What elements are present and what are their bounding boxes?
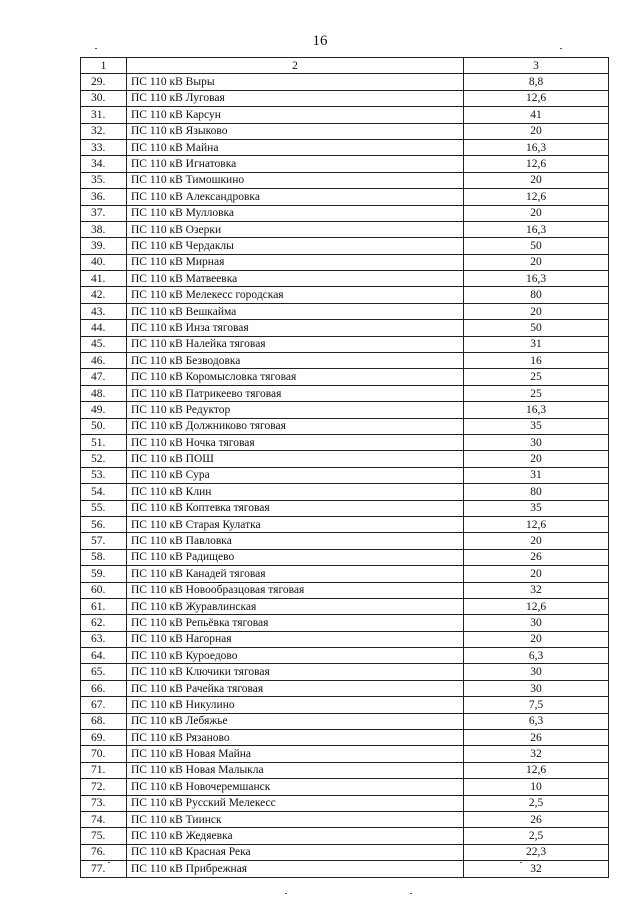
table-body [81,74,609,877]
substation-name: ПС 110 кВ Новочеремшанск [127,779,464,795]
substation-name: ПС 110 кВ Прибрежная [127,861,464,877]
table-row [81,697,609,713]
capacity-value: 20 [464,451,609,467]
capacity-value: 35 [464,418,609,434]
capacity-value: 26 [464,730,609,746]
row-number: 47. [81,369,127,385]
row-number: 71. [81,762,127,778]
capacity-value: 26 [464,549,609,565]
substation-name: ПС 110 кВ Рязаново [127,730,464,746]
capacity-value: 26 [464,811,609,827]
capacity-value: 2,5 [464,828,609,844]
table-row [81,385,609,401]
row-number: 74. [81,811,127,827]
substation-name: ПС 110 кВ Редуктор [127,402,464,418]
capacity-value: 50 [464,238,609,254]
table-row [81,746,609,762]
table-row [81,221,609,237]
row-number: 44. [81,320,127,336]
substation-name: ПС 110 кВ Клин [127,484,464,500]
capacity-value: 16,3 [464,402,609,418]
substation-name: ПС 110 кВ Рачейка тяговая [127,680,464,696]
header-col-3: 3 [464,58,609,74]
capacity-value: 30 [464,680,609,696]
capacity-value: 7,5 [464,697,609,713]
substation-name: ПС 110 кВ Чердаклы [127,238,464,254]
substation-name: ПС 110 кВ Игнатовка [127,156,464,172]
row-number: 54. [81,484,127,500]
capacity-value: 20 [464,533,609,549]
substation-name: ПС 110 кВ Мулловка [127,205,464,221]
substation-name: ПС 110 кВ ПОШ [127,451,464,467]
capacity-value: 50 [464,320,609,336]
row-number: 68. [81,713,127,729]
substation-name: ПС 110 кВ Новообразцовая тяговая [127,582,464,598]
table-row [81,156,609,172]
table-row [81,811,609,827]
row-number: 37. [81,205,127,221]
header-col-2: 2 [127,58,464,74]
table-row [81,484,609,500]
substation-table [80,57,609,878]
substation-name: ПС 110 кВ Новая Малыкла [127,762,464,778]
table-row [81,582,609,598]
table-row [81,287,609,303]
capacity-value: 32 [464,746,609,762]
row-number: 32. [81,123,127,139]
row-number: 72. [81,779,127,795]
substation-name: ПС 110 кВ Коромысловка тяговая [127,369,464,385]
table-row [81,205,609,221]
table-row [81,533,609,549]
row-number: 51. [81,434,127,450]
row-number: 65. [81,664,127,680]
row-number: 40. [81,254,127,270]
scan-speck [285,893,287,894]
table-row [81,336,609,352]
capacity-value: 32 [464,582,609,598]
substation-name: ПС 110 кВ Александровка [127,189,464,205]
scan-speck [410,893,412,894]
header-row [81,58,609,74]
substation-name: ПС 110 кВ Радищево [127,549,464,565]
row-number: 55. [81,500,127,516]
capacity-value: 31 [464,336,609,352]
row-number: 59. [81,566,127,582]
table-row [81,615,609,631]
substation-name: ПС 110 кВ Тимошкино [127,172,464,188]
row-number: 42. [81,287,127,303]
substation-name: ПС 110 кВ Ночка тяговая [127,434,464,450]
row-number: 62. [81,615,127,631]
header-col-1: 1 [81,58,127,74]
capacity-value: 35 [464,500,609,516]
table-row [81,107,609,123]
table-row [81,598,609,614]
scan-speck [95,48,97,49]
row-number: 33. [81,139,127,155]
table-row [81,418,609,434]
table-row [81,434,609,450]
capacity-value: 25 [464,385,609,401]
capacity-value: 12,6 [464,516,609,532]
row-number: 30. [81,90,127,106]
substation-name: ПС 110 кВ Канадей тяговая [127,566,464,582]
table-row [81,828,609,844]
capacity-value: 30 [464,615,609,631]
capacity-value: 8,8 [464,74,609,90]
substation-name: ПС 110 кВ Жедяевка [127,828,464,844]
row-number: 52. [81,451,127,467]
row-number: 60. [81,582,127,598]
capacity-value: 41 [464,107,609,123]
substation-name: ПС 110 кВ Тиинск [127,811,464,827]
capacity-value: 12,6 [464,762,609,778]
capacity-value: 20 [464,303,609,319]
capacity-value: 16,3 [464,139,609,155]
table-row [81,402,609,418]
substation-name: ПС 110 кВ Озерки [127,221,464,237]
substation-name: ПС 110 кВ Языково [127,123,464,139]
table-row [81,566,609,582]
capacity-value: 10 [464,779,609,795]
table-row [81,664,609,680]
row-number: 43. [81,303,127,319]
capacity-value: 20 [464,172,609,188]
substation-name: ПС 110 кВ Журавлинская [127,598,464,614]
substation-name: ПС 110 кВ Нагорная [127,631,464,647]
table-row [81,369,609,385]
substation-name: ПС 110 кВ Новая Майна [127,746,464,762]
table-row [81,730,609,746]
row-number: 45. [81,336,127,352]
substation-name: ПС 110 кВ Старая Кулатка [127,516,464,532]
table-row [81,189,609,205]
row-number: 58. [81,549,127,565]
substation-name: ПС 110 кВ Сура [127,467,464,483]
substation-name: ПС 110 кВ Ключики тяговая [127,664,464,680]
capacity-value: 80 [464,484,609,500]
capacity-value: 12,6 [464,189,609,205]
substation-name: ПС 110 кВ Луговая [127,90,464,106]
row-number: 34. [81,156,127,172]
row-number: 64. [81,648,127,664]
table-row [81,500,609,516]
table-row [81,844,609,860]
substation-name: ПС 110 кВ Матвеевка [127,271,464,287]
substation-name: ПС 110 кВ Лебяжье [127,713,464,729]
capacity-value: 30 [464,664,609,680]
table-row [81,139,609,155]
scan-speck [560,48,562,49]
row-number: 38. [81,221,127,237]
substation-name: ПС 110 кВ Безводовка [127,353,464,369]
row-number: 77. [81,861,127,877]
capacity-value: 80 [464,287,609,303]
capacity-value: 12,6 [464,598,609,614]
row-number: 75. [81,828,127,844]
substation-name: ПС 110 кВ Инза тяговая [127,320,464,336]
row-number: 50. [81,418,127,434]
row-number: 39. [81,238,127,254]
substation-name: ПС 110 кВ Патрикеево тяговая [127,385,464,401]
table-row [81,74,609,90]
substation-name: ПС 110 кВ Русский Мелекесс [127,795,464,811]
table-row [81,123,609,139]
capacity-value: 16 [464,353,609,369]
capacity-value: 32 [464,861,609,877]
table-row [81,516,609,532]
row-number: 36. [81,189,127,205]
capacity-value: 22,3 [464,844,609,860]
table-row [81,467,609,483]
row-number: 46. [81,353,127,369]
row-number: 63. [81,631,127,647]
row-number: 76. [81,844,127,860]
capacity-value: 31 [464,467,609,483]
row-number: 49. [81,402,127,418]
row-number: 53. [81,467,127,483]
row-number: 57. [81,533,127,549]
capacity-value: 12,6 [464,156,609,172]
substation-name: ПС 110 кВ Карсун [127,107,464,123]
row-number: 73. [81,795,127,811]
substation-name: ПС 110 кВ Майна [127,139,464,155]
row-number: 29. [81,74,127,90]
table-row [81,549,609,565]
row-number: 66. [81,680,127,696]
substation-name: ПС 110 кВ Красная Река [127,844,464,860]
table-row [81,271,609,287]
table-row [81,648,609,664]
capacity-value: 20 [464,123,609,139]
row-number: 48. [81,385,127,401]
capacity-value: 12,6 [464,90,609,106]
capacity-value: 16,3 [464,221,609,237]
substation-name: ПС 110 кВ Никулино [127,697,464,713]
table-row [81,680,609,696]
scan-speck [520,862,522,863]
substation-name: ПС 110 кВ Куроедово [127,648,464,664]
row-number: 61. [81,598,127,614]
substation-name: ПС 110 кВ Мелекесс городская [127,287,464,303]
table-row [81,713,609,729]
capacity-value: 30 [464,434,609,450]
capacity-value: 16,3 [464,271,609,287]
page-number: 16 [312,33,328,49]
table-row [81,451,609,467]
row-number: 31. [81,107,127,123]
table-row [81,795,609,811]
row-number: 41. [81,271,127,287]
table-row [81,631,609,647]
substation-name: ПС 110 кВ Репьёвка тяговая [127,615,464,631]
substation-name: ПС 110 кВ Мирная [127,254,464,270]
table-row [81,353,609,369]
table-row [81,238,609,254]
table-row [81,779,609,795]
row-number: 70. [81,746,127,762]
table-row [81,254,609,270]
capacity-value: 20 [464,205,609,221]
capacity-value: 25 [464,369,609,385]
capacity-value: 20 [464,254,609,270]
table-row [81,172,609,188]
substation-name: ПС 110 кВ Должниково тяговая [127,418,464,434]
capacity-value: 20 [464,566,609,582]
substation-name: ПС 110 кВ Павловка [127,533,464,549]
capacity-value: 20 [464,631,609,647]
table-row [81,303,609,319]
capacity-value: 2,5 [464,795,609,811]
substation-name: ПС 110 кВ Коптевка тяговая [127,500,464,516]
substation-name: ПС 110 кВ Вешкайма [127,303,464,319]
row-number: 35. [81,172,127,188]
substation-name: ПС 110 кВ Налейка тяговая [127,336,464,352]
row-number: 69. [81,730,127,746]
row-number: 56. [81,516,127,532]
capacity-value: 6,3 [464,648,609,664]
scan-speck [108,862,110,863]
substation-name: ПС 110 кВ Выры [127,74,464,90]
table-header [81,58,609,74]
capacity-value: 6,3 [464,713,609,729]
table-row [81,762,609,778]
table-row [81,861,609,877]
table-row [81,90,609,106]
row-number: 67. [81,697,127,713]
table-row [81,320,609,336]
